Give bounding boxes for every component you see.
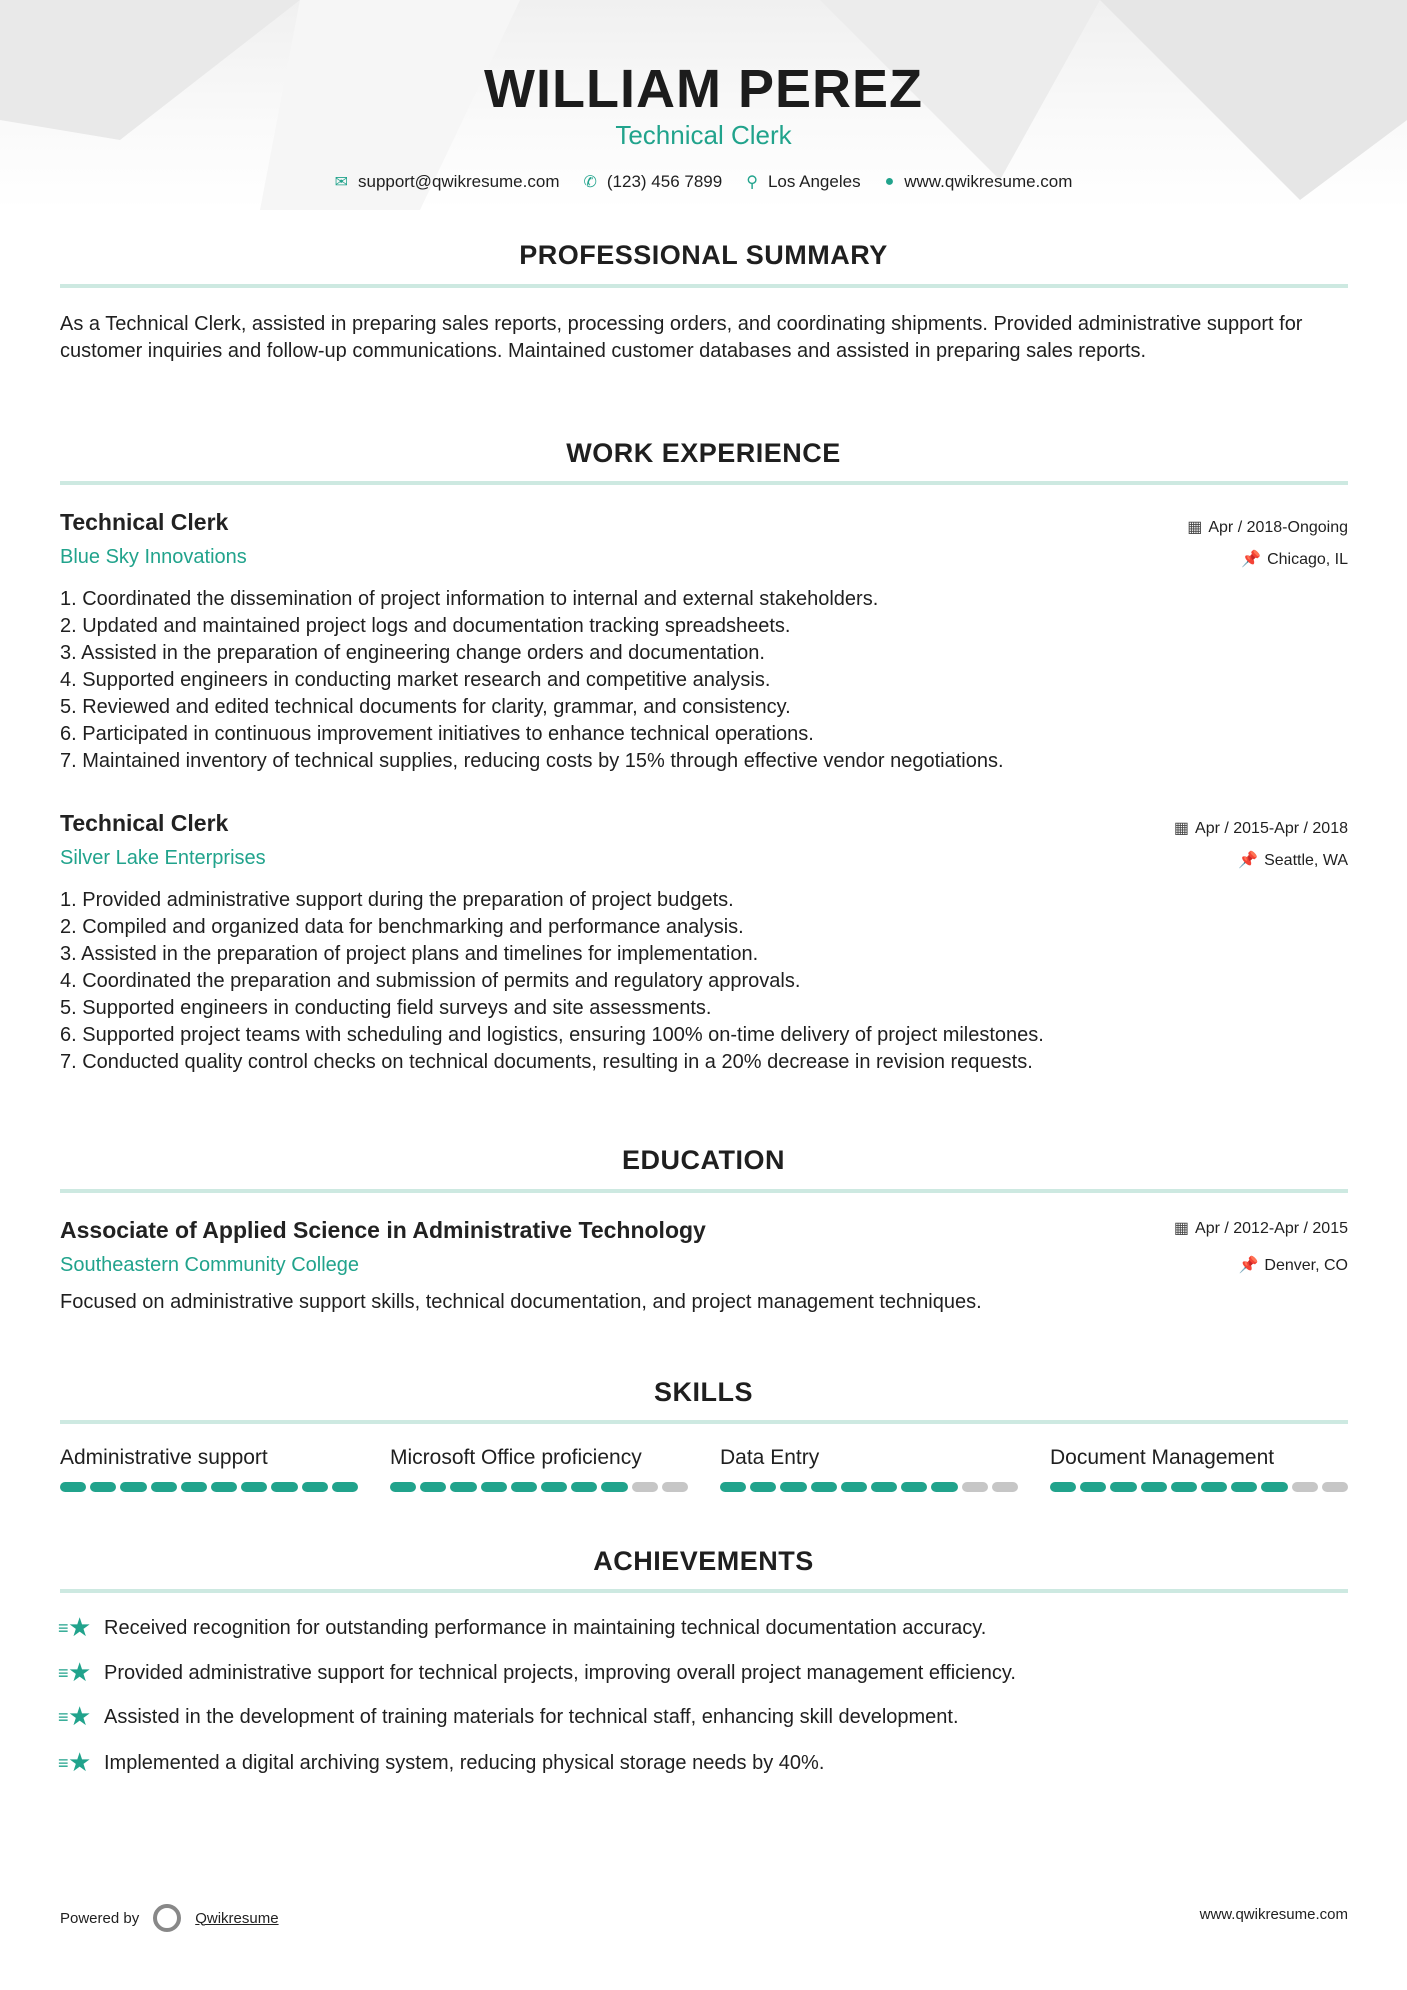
skill-level-bar — [1050, 1482, 1348, 1492]
star-icon: ≡ ★ — [60, 1703, 92, 1731]
section-heading-summary: PROFESSIONAL SUMMARY — [519, 240, 888, 270]
divider — [60, 1189, 1348, 1193]
skill-level-segment — [241, 1482, 267, 1492]
achievement-item — [60, 1749, 824, 1777]
contact-info — [0, 172, 1407, 192]
list-item: 7. Conducted quality control checks on technical documents, resulting in a 20% decrease in revision requests. — [60, 1051, 1033, 1073]
list-item: 7. Maintained inventory of technical supplies, reducing costs by 15% through effective vendor negotiations. — [60, 750, 1004, 772]
achievement-item — [60, 1703, 959, 1731]
skill-level-segment — [901, 1482, 927, 1492]
achievement-text: Implemented a digital archiving system, reducing physical storage needs by 40%. — [104, 1751, 825, 1774]
achievement-text: Provided administrative support for technical projects, improving overall project management efficiency. — [104, 1661, 1016, 1684]
job-location — [1241, 549, 1348, 569]
globe-icon: ● — [884, 173, 895, 190]
skill-level-segment — [811, 1482, 837, 1492]
website[interactable]: www.qwikresume.com — [904, 172, 1073, 191]
skill-level-segment — [420, 1482, 446, 1492]
skill-level-segment — [720, 1482, 746, 1492]
skill-level-segment — [871, 1482, 897, 1492]
divider — [60, 284, 1348, 288]
skill-level-segment — [332, 1482, 358, 1492]
skill-level-bar — [390, 1482, 688, 1492]
list-item: 2. Updated and maintained project logs and documentation tracking spreadsheets. — [60, 615, 791, 637]
skill-level-segment — [151, 1482, 177, 1492]
skill-level-segment — [632, 1482, 658, 1492]
candidate-name: WILLIAM PEREZ — [484, 59, 923, 119]
divider — [60, 1420, 1348, 1424]
footer-powered-by — [60, 1904, 279, 1932]
achievement-item — [60, 1614, 986, 1642]
calendar-icon: ▦ — [1173, 1220, 1190, 1237]
pin-icon: 📌 — [1238, 852, 1259, 869]
skill-level-segment — [90, 1482, 116, 1492]
star-icon: ≡ ★ — [60, 1659, 92, 1687]
location-text: Denver, CO — [1264, 1257, 1348, 1274]
phone: (123) 456 7899 — [606, 172, 723, 191]
phone-icon: ✆ — [583, 174, 597, 191]
skill-level-segment — [1322, 1482, 1348, 1492]
education-description: Focused on administrative support skills, technical documentation, and project management techniques. — [60, 1291, 982, 1313]
skill-level-segment — [1171, 1482, 1197, 1492]
skill-level-segment — [302, 1482, 328, 1492]
skill-level-segment — [601, 1482, 627, 1492]
calendar-icon: ▦ — [1173, 820, 1190, 837]
skill-level-segment — [1141, 1482, 1167, 1492]
email[interactable]: support@qwikresume.com — [357, 172, 560, 191]
skill-level-segment — [662, 1482, 688, 1492]
list-item: 6. Participated in continuous improvement initiatives to enhance technical operations. — [60, 723, 814, 745]
email-icon: ✉ — [334, 174, 348, 191]
section-heading-experience: WORK EXPERIENCE — [566, 438, 841, 468]
skill-level-segment — [481, 1482, 507, 1492]
skill-level-segment — [450, 1482, 476, 1492]
section-heading-education: EDUCATION — [622, 1145, 785, 1175]
list-item: 2. Compiled and organized data for benchmarking and performance analysis. — [60, 916, 744, 938]
job-dates — [1187, 517, 1348, 537]
skill-level-segment — [1080, 1482, 1106, 1492]
star-icon: ≡ ★ — [60, 1614, 92, 1642]
achievement-item — [60, 1659, 1016, 1687]
skill-level-segment — [1231, 1482, 1257, 1492]
location-text: Seattle, WA — [1264, 852, 1348, 869]
dates-text: Apr / 2015-Apr / 2018 — [1195, 820, 1348, 837]
section-heading-skills: SKILLS — [653, 1377, 753, 1407]
list-item: 5. Reviewed and edited technical documents for clarity, grammar, and consistency. — [60, 696, 791, 718]
powered-by-label: Powered by — [60, 1909, 140, 1927]
skill-level-segment — [120, 1482, 146, 1492]
job-title: Technical Clerk — [60, 509, 229, 535]
qwikresume-logo-icon — [153, 1904, 181, 1932]
list-item: 4. Supported engineers in conducting market research and competitive analysis. — [60, 669, 771, 691]
skill-level-segment — [841, 1482, 867, 1492]
skill-level-bar — [720, 1482, 1018, 1492]
list-item: 3. Assisted in the preparation of project plans and timelines for implementation. — [60, 943, 759, 965]
skill-name: Microsoft Office proficiency — [390, 1446, 642, 1469]
star-icon: ≡ ★ — [60, 1749, 92, 1777]
list-item: 1. Provided administrative support during the preparation of project budgets. — [60, 889, 734, 911]
skill-level-segment — [390, 1482, 416, 1492]
skill-level-segment — [1292, 1482, 1318, 1492]
section-heading-achievements: ACHIEVEMENTS — [593, 1546, 814, 1576]
dates-text: Apr / 2012-Apr / 2015 — [1195, 1220, 1348, 1237]
skill-level-segment — [1261, 1482, 1287, 1492]
skill-level-bar — [60, 1482, 358, 1492]
list-item: 6. Supported project teams with scheduling and logistics, ensuring 100% on-time delivery of project milestones. — [60, 1024, 1044, 1046]
list-item: 5. Supported engineers in conducting field surveys and site assessments. — [60, 997, 712, 1019]
skill-level-segment — [931, 1482, 957, 1492]
brand-link[interactable]: Qwikresume — [195, 1909, 279, 1927]
education-location — [1238, 1255, 1348, 1275]
skill-level-segment — [181, 1482, 207, 1492]
job-bullets — [60, 887, 1348, 1076]
skill-level-segment — [962, 1482, 988, 1492]
skill-level-segment — [780, 1482, 806, 1492]
skill-level-segment — [60, 1482, 86, 1492]
company-name: Silver Lake Enterprises — [60, 847, 266, 869]
calendar-icon: ▦ — [1187, 519, 1203, 536]
skill-name: Administrative support — [60, 1446, 268, 1469]
job-dates — [1174, 818, 1348, 838]
footer-website[interactable]: www.qwikresume.com — [1199, 1906, 1348, 1923]
skill-name: Data Entry — [720, 1446, 820, 1469]
skill-level-segment — [992, 1482, 1018, 1492]
pin-icon: 📌 — [1241, 551, 1262, 568]
skill-level-segment — [511, 1482, 537, 1492]
candidate-title: Technical Clerk — [615, 120, 792, 150]
school-name: Southeastern Community College — [60, 1254, 360, 1276]
skill-item — [720, 1446, 1018, 1492]
degree: Associate of Applied Science in Administrative Technology — [60, 1217, 706, 1243]
skill-name: Document Management — [1050, 1446, 1275, 1469]
achievement-text: Assisted in the development of training materials for technical staff, enhancing skill development. — [104, 1705, 959, 1728]
job-bullets — [60, 586, 1348, 775]
skill-item — [390, 1446, 688, 1492]
skill-level-segment — [571, 1482, 597, 1492]
location-text: Chicago, IL — [1267, 551, 1348, 568]
skill-level-segment — [1110, 1482, 1136, 1492]
summary-text: As a Technical Clerk, assisted in preparing sales reports, processing orders, and coordinating shipments. Provided administrative support for customer inquiries and follow-up communications. Maintained customer databases and assisted in preparing sales reports. — [60, 313, 1303, 362]
divider — [60, 481, 1348, 485]
skill-level-segment — [750, 1482, 776, 1492]
skill-item — [60, 1446, 358, 1492]
skill-item — [1050, 1446, 1348, 1492]
job-location — [1238, 850, 1348, 870]
list-item: 3. Assisted in the preparation of engineering change orders and documentation. — [60, 642, 765, 664]
company-name: Blue Sky Innovations — [60, 546, 247, 568]
job-title: Technical Clerk — [60, 810, 229, 836]
location: Los Angeles — [767, 172, 861, 191]
pin-icon: 📌 — [1238, 1257, 1259, 1274]
skill-level-segment — [541, 1482, 567, 1492]
location-pin-icon: ⚲ — [746, 174, 758, 191]
skill-level-segment — [1201, 1482, 1227, 1492]
skill-level-segment — [271, 1482, 297, 1492]
achievement-text: Received recognition for outstanding performance in maintaining technical documentation accuracy. — [104, 1616, 987, 1639]
skill-level-segment — [1050, 1482, 1076, 1492]
list-item: 1. Coordinated the dissemination of project information to internal and external stakeholders. — [60, 588, 879, 610]
divider — [60, 1589, 1348, 1593]
skills-list — [60, 1446, 1348, 1492]
list-item: 4. Coordinated the preparation and submission of permits and regulatory approvals. — [60, 970, 801, 992]
skill-level-segment — [211, 1482, 237, 1492]
education-dates — [1174, 1218, 1348, 1238]
dates-text: Apr / 2018-Ongoing — [1208, 519, 1348, 536]
